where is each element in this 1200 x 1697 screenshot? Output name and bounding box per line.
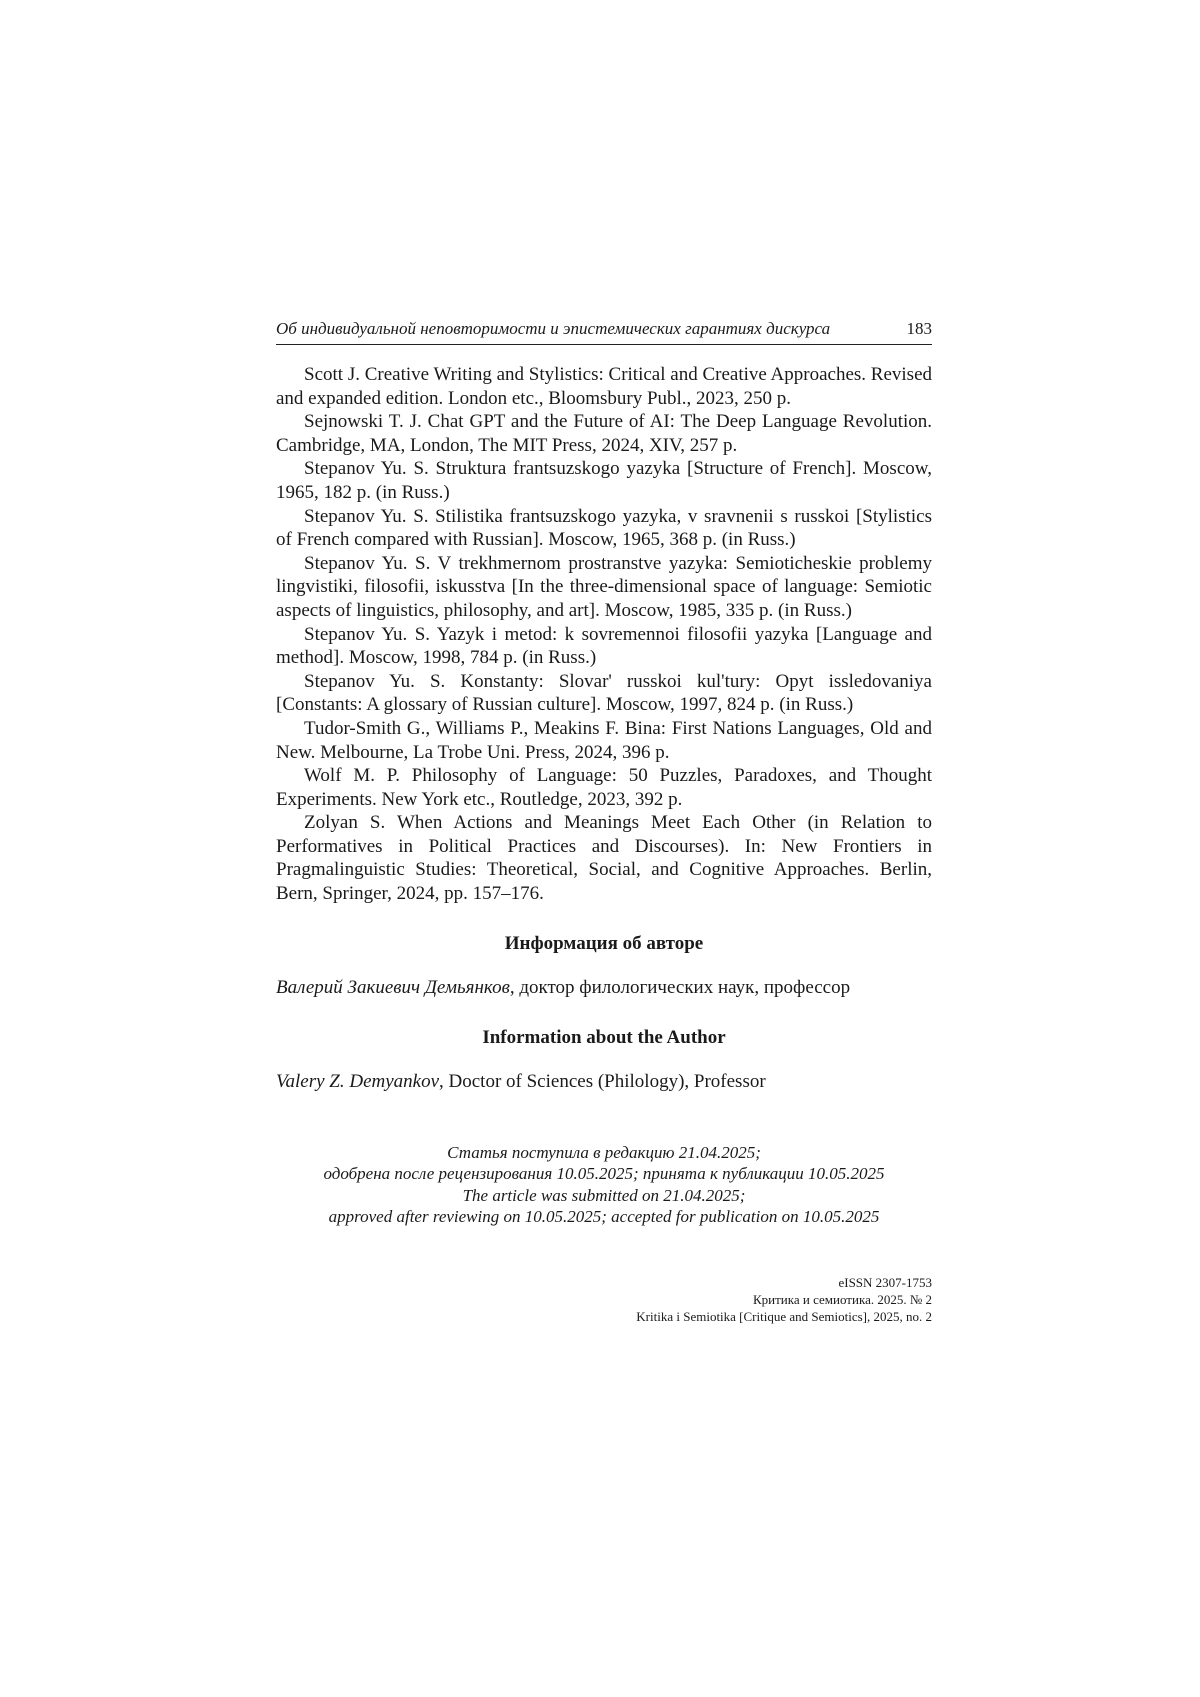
footer-journal-en: Kritika i Semiotika [Critique and Semiotics], 2025, no. 2: [276, 1308, 932, 1325]
reference-entry: Stepanov Yu. S. Yazyk i metod: k sovremennoi filosofii yazyka [Language and method]. Moscow, 1998, 784 p. (in Russ.): [276, 623, 932, 670]
footer-eissn: eISSN 2307-1753: [276, 1274, 932, 1291]
reference-entry: Wolf M. P. Philosophy of Language: 50 Puzzles, Paradoxes, and Thought Experiments. New York etc., Routledge, 2023, 392 p.: [276, 764, 932, 811]
author-details-ru: , доктор филологических наук, профессор: [510, 977, 850, 998]
footer-journal-ru: Критика и семиотика. 2025. № 2: [276, 1291, 932, 1308]
dates-en-line-1: The article was submitted on 21.04.2025;: [276, 1185, 932, 1207]
dates-ru-line-1: Статья поступила в редакцию 21.04.2025;: [276, 1142, 932, 1164]
author-details-en: , Doctor of Sciences (Philology), Professor: [439, 1071, 766, 1092]
reference-entry: Zolyan S. When Actions and Meanings Meet Each Other (in Relation to Performatives in Political Practices and Discourses). In: New Frontiers in Pragmalinguistic Studies: Theoretical, Social, and Cognitive Approaches. Berlin, Bern, Springer, 2024, pp. 157–176.: [276, 811, 932, 905]
author-info-en: [276, 1070, 932, 1094]
author-name-en: Valery Z. Demyankov: [276, 1071, 439, 1092]
running-header: [276, 318, 932, 345]
reference-entry: Sejnowski T. J. Chat GPT and the Future of AI: The Deep Language Revolution. Cambridge, MA, London, The MIT Press, 2024, XIV, 257 p.: [276, 410, 932, 457]
reference-entry: Stepanov Yu. S. Stilistika frantsuzskogo yazyka, v sravnenii s russkoi [Stylistics of French compared with Russian]. Moscow, 1965, 368 p. (in Russ.): [276, 505, 932, 552]
author-info-heading-ru: Информация об авторе: [276, 932, 932, 956]
page-body: [276, 318, 932, 1325]
reference-entry: Stepanov Yu. S. Konstanty: Slovar' russkoi kul'tury: Opyt issledovaniya [Constants: A glossary of Russian culture]. Moscow, 1997, 824 p. (in Russ.): [276, 670, 932, 717]
reference-entry: Stepanov Yu. S. Struktura frantsuzskogo yazyka [Structure of French]. Moscow, 1965, 182 p. (in Russ.): [276, 457, 932, 504]
reference-entry: Tudor-Smith G., Williams P., Meakins F. Bina: First Nations Languages, Old and New. Melbourne, La Trobe Uni. Press, 2024, 396 p.: [276, 717, 932, 764]
running-header-title: Об индивидуальной неповторимости и эпистемических гарантиях дискурса: [276, 318, 830, 340]
dates-en-line-2: approved after reviewing on 10.05.2025; accepted for publication on 10.05.2025: [276, 1206, 932, 1228]
reference-entry: Stepanov Yu. S. V trekhmernom prostranstve yazyka: Semioticheskie problemy lingvistiki, filosofii, iskusstva [In the three-dimensional space of language: Semiotic aspects of linguistics, philosophy, and art]. Moscow, 1985, 335 p. (in Russ.): [276, 552, 932, 623]
journal-footer: [276, 1274, 932, 1325]
reference-list: [276, 363, 932, 906]
reference-entry: Scott J. Creative Writing and Stylistics: Critical and Creative Approaches. Revised and expanded edition. London etc., Bloomsbury Publ., 2023, 250 p.: [276, 363, 932, 410]
submission-dates: [276, 1142, 932, 1228]
author-info-heading-en: Information about the Author: [276, 1026, 932, 1050]
page-number: 183: [907, 318, 933, 340]
author-info-ru: [276, 976, 932, 1000]
dates-ru-line-2: одобрена после рецензирования 10.05.2025; принята к публикации 10.05.2025: [276, 1163, 932, 1185]
author-name-ru: Валерий Закиевич Демьянков: [276, 977, 510, 998]
